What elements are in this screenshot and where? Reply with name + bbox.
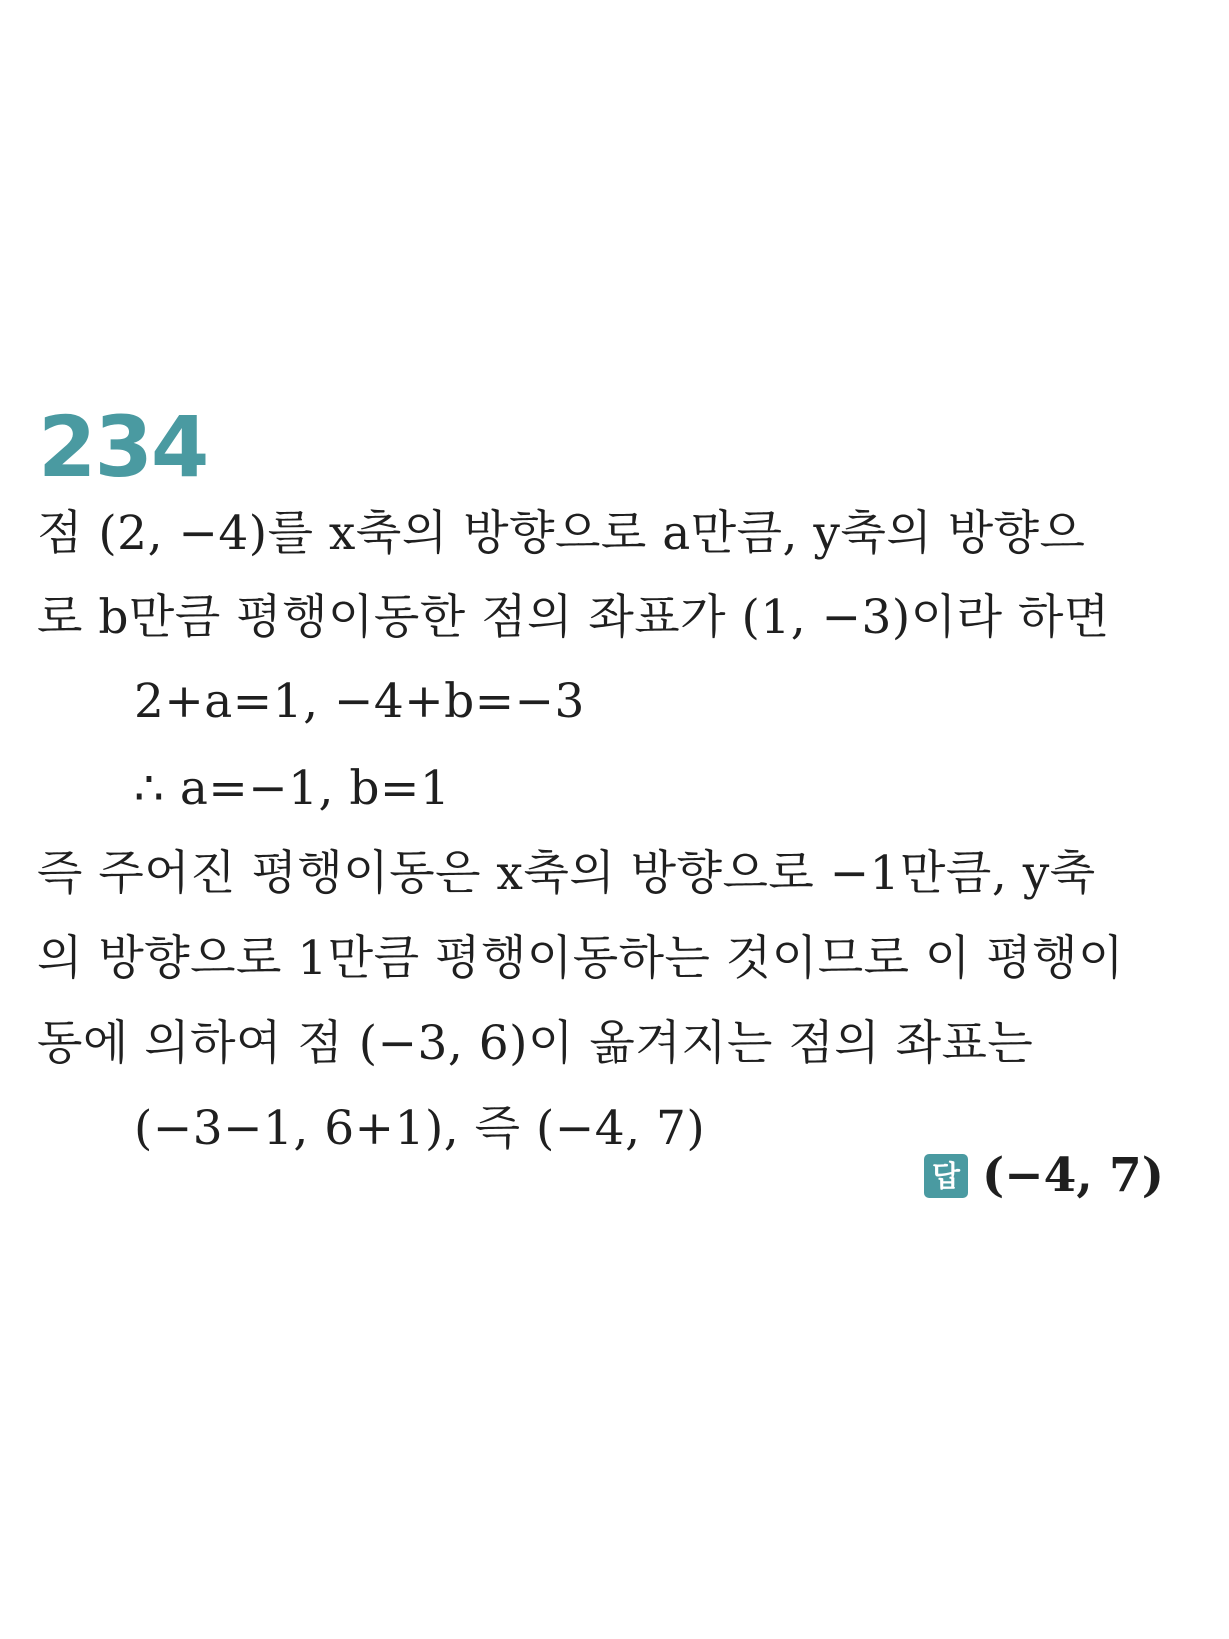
solution-line-1: 점 (2, −4)를 x축의 방향으로 a만큼, y축의 방향으 xyxy=(37,506,1086,561)
equation-line: 2+a=1, −4+b=−3 xyxy=(134,674,585,729)
answer-badge: 답 xyxy=(924,1154,968,1198)
solution-line-3: 즉 주어진 평행이동은 x축의 방향으로 −1만큼, y축 xyxy=(37,846,1096,901)
answer-group xyxy=(924,1148,1164,1203)
solution-line-5: 동에 의하여 점 (−3, 6)이 옮겨지는 점의 좌표는 xyxy=(37,1016,1034,1071)
therefore-line: ∴ a=−1, b=1 xyxy=(134,761,451,816)
problem-number: 234 xyxy=(38,398,208,496)
answer-value: (−4, 7) xyxy=(982,1148,1164,1203)
result-line: (−3−1, 6+1), 즉 (−4, 7) xyxy=(134,1101,706,1156)
solution-line-4: 의 방향으로 1만큼 평행이동하는 것이므로 이 평행이 xyxy=(37,931,1124,986)
solution-line-2: 로 b만큼 평행이동한 점의 좌표가 (1, −3)이라 하면 xyxy=(37,590,1110,645)
